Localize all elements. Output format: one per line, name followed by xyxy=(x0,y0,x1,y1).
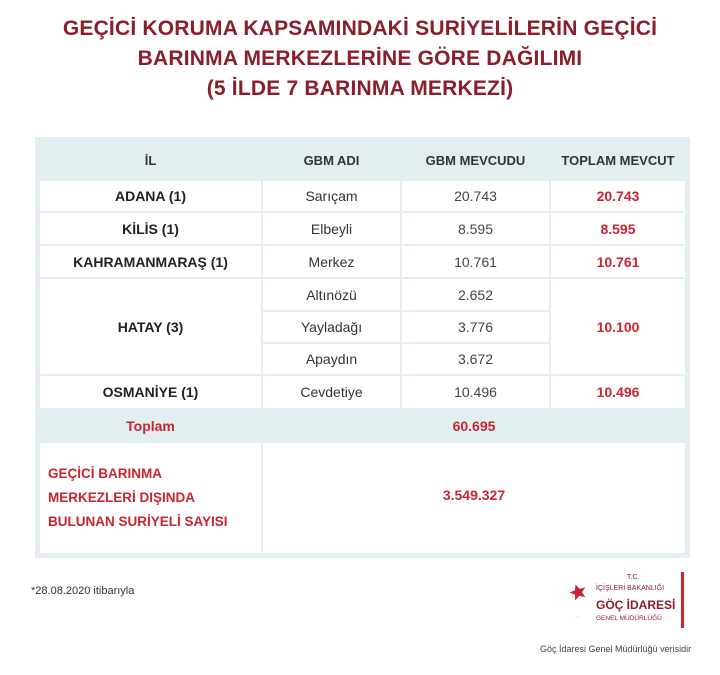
distribution-table xyxy=(35,137,690,558)
total-label: Toplam xyxy=(126,417,175,434)
header-gbm-adi: GBM ADI xyxy=(303,153,360,168)
province-adana: ADANA (1) xyxy=(40,181,261,211)
logo-tc: T.C. xyxy=(627,574,640,581)
province-hatay: HATAY (3) xyxy=(40,279,261,374)
outside-camps-label xyxy=(40,443,261,553)
grand-total-value: 60.695 xyxy=(452,417,496,434)
count-saricam: 20.743 xyxy=(402,181,549,211)
total-kilis: 8.595 xyxy=(551,213,685,244)
title-line-3: (5 İLDE 7 BARINMA MERKEZİ) xyxy=(206,77,514,100)
center-elbeyli: Elbeyli xyxy=(263,213,400,244)
count-yayladagi: 3.776 xyxy=(402,312,549,342)
count-cevdetiye: 10.496 xyxy=(402,376,549,408)
outside-label-line-3: BULUNAN SURİYELİ SAYISI xyxy=(48,514,228,529)
header-toplam-mevcut: TOPLAM MEVCUT xyxy=(561,153,675,168)
center-yayladagi: Yayladağı xyxy=(263,312,400,342)
outside-label-line-1: GEÇİCİ BARINMA xyxy=(48,466,162,481)
total-kahramanmaras: 10.761 xyxy=(551,246,685,277)
header-il: İL xyxy=(144,153,157,168)
total-osmaniye: 10.496 xyxy=(551,376,685,408)
count-elbeyli: 8.595 xyxy=(402,213,549,244)
logo-sub: GENEL MÜDÜRLÜĞÜ xyxy=(596,615,662,622)
count-apaydin: 3.672 xyxy=(402,344,549,374)
outside-camps-value: 3.549.327 xyxy=(263,443,685,553)
center-altinozu: Altınözü xyxy=(263,279,400,310)
center-saricam: Sarıçam xyxy=(263,181,400,211)
title-line-1: GEÇİCİ KORUMA KAPSAMINDAKİ SURİYELİLERİN GEÇİCİ xyxy=(62,17,658,40)
center-apaydin: Apaydın xyxy=(263,344,400,374)
date-footnote: *28.08.2020 itibarıyla xyxy=(31,585,135,597)
center-cevdetiye: Cevdetiye xyxy=(263,376,400,408)
logo-ministry: İÇİŞLERİ BAKANLIĞI xyxy=(596,585,665,592)
outside-label-line-2: MERKEZLERİ DIŞINDA xyxy=(48,490,196,505)
logo-name: GÖÇ İDARESİ xyxy=(596,598,676,612)
province-kahramanmaras: KAHRAMANMARAŞ (1) xyxy=(40,246,261,277)
province-kilis: KİLİS (1) xyxy=(40,213,261,244)
header-gbm-mevcudu: GBM MEVCUDU xyxy=(425,153,526,168)
total-hatay: 10.100 xyxy=(551,279,685,374)
count-altinozu: 2.652 xyxy=(402,279,549,310)
count-merkez: 10.761 xyxy=(402,246,549,277)
page-title xyxy=(0,14,720,104)
province-osmaniye: OSMANİYE (1) xyxy=(40,376,261,408)
source-credit: Göç İdaresi Genel Müdürlüğü verisidir xyxy=(540,644,692,654)
total-adana: 20.743 xyxy=(551,181,685,211)
title-line-2: BARINMA MERKEZLERİNE GÖRE DAĞILIMI xyxy=(137,47,583,70)
center-merkez: Merkez xyxy=(263,246,400,277)
